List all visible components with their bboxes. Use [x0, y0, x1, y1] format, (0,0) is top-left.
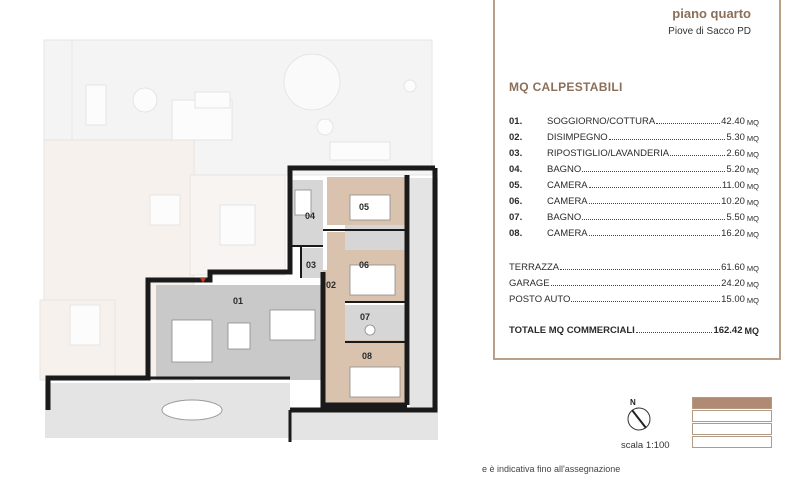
legend-swatch	[692, 410, 772, 422]
area-row: 08. CAMERA 16.20 MQ	[509, 228, 759, 239]
compass-label: N	[630, 398, 636, 407]
legend-swatch	[692, 423, 772, 435]
city-label: Piove di Sacco PD	[668, 26, 751, 37]
legend-swatch	[692, 397, 772, 409]
area-summary-panel	[493, 0, 781, 360]
area-row: 06. CAMERA 10.20 MQ	[509, 196, 759, 207]
area-row: 05. CAMERA 11.00 MQ	[509, 180, 759, 191]
legend-swatches	[692, 397, 772, 449]
area-row: 04. BAGNO 5.20 MQ	[509, 164, 759, 175]
scale-label: scala 1:100	[621, 440, 670, 451]
plan-label-04: 04	[305, 211, 316, 221]
legend-swatch	[692, 436, 772, 448]
plan-label-06: 06	[359, 260, 370, 270]
plan-label-01: 01	[233, 296, 244, 306]
area-row: 07. BAGNO 5.50 MQ	[509, 212, 759, 223]
extra-row: POSTO AUTO 15.00 MQ	[509, 294, 759, 305]
plan-label-02: 02	[326, 280, 337, 290]
extra-row: GARAGE 24.20 MQ	[509, 278, 759, 289]
plan-label-07: 07	[360, 312, 371, 322]
floor-title: piano quarto	[672, 6, 751, 21]
plan-label-05: 05	[359, 202, 370, 212]
plan-label-08: 08	[362, 351, 373, 361]
extra-row: TERRAZZA 61.60 MQ	[509, 262, 759, 273]
total-row: TOTALE MQ COMMERCIALI 162.42 MQ	[509, 325, 759, 336]
section-title: MQ CALPESTABILI	[509, 80, 623, 94]
north-compass-icon	[617, 397, 657, 433]
area-row: 01. SOGGIORNO/COTTURA 42.40 MQ	[509, 116, 759, 127]
plan-label-03: 03	[306, 260, 317, 270]
disclaimer-note: e è indicativa fino all'assegnazione	[482, 464, 621, 474]
area-row: 03. RIPOSTIGLIO/LAVANDERIA 2.60 MQ	[509, 148, 759, 159]
area-row: 02. DISIMPEGNO 5.30 MQ	[509, 132, 759, 143]
